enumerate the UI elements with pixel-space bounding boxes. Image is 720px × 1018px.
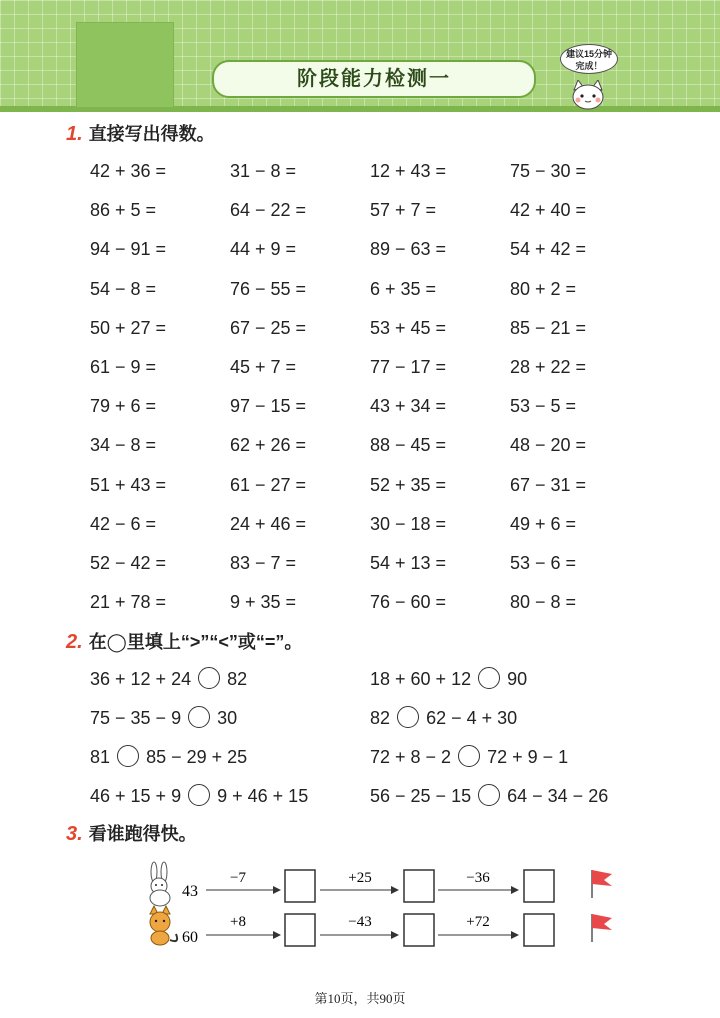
arithmetic-problem[interactable]: 76 − 60 = bbox=[370, 592, 447, 613]
arithmetic-problem[interactable]: 50 + 27 = bbox=[90, 317, 167, 338]
arithmetic-problem[interactable]: 88 − 45 = bbox=[370, 435, 447, 456]
comparison-right: 85 − 29 + 25 bbox=[146, 747, 248, 767]
section-1-number: 1. bbox=[66, 123, 83, 145]
section-2-title: 在◯里填上“>”“<”或“=”。 bbox=[88, 632, 303, 652]
arithmetic-problem[interactable]: 44 + 9 = bbox=[230, 239, 297, 260]
arithmetic-problem[interactable]: 43 + 34 = bbox=[370, 396, 447, 417]
arithmetic-problem[interactable]: 53 + 45 = bbox=[370, 317, 447, 338]
arithmetic-problem[interactable]: 9 + 35 = bbox=[230, 592, 297, 613]
comparison-right: 82 bbox=[227, 669, 248, 689]
arithmetic-problem[interactable]: 54 − 8 = bbox=[90, 278, 157, 299]
rabbit-op-3: −36 bbox=[466, 870, 490, 886]
cat-op-2: −43 bbox=[348, 914, 372, 930]
cat-op-1: +8 bbox=[230, 914, 246, 930]
comparison-left: 18 + 60 + 12 bbox=[370, 669, 472, 689]
arithmetic-problem[interactable]: 28 + 22 = bbox=[510, 356, 587, 377]
rabbit-op-1: −7 bbox=[230, 870, 246, 886]
arithmetic-problem[interactable]: 42 − 6 = bbox=[90, 513, 157, 534]
rabbit-answer-box-1[interactable] bbox=[285, 870, 315, 902]
comparison-left: 82 bbox=[370, 708, 391, 728]
rabbit-finish-flag-icon bbox=[592, 870, 612, 898]
section-2-number: 2. bbox=[66, 631, 83, 653]
arithmetic-problem[interactable]: 83 − 7 = bbox=[230, 552, 297, 573]
cat-answer-box-1[interactable] bbox=[285, 914, 315, 946]
arithmetic-problem[interactable]: 64 − 22 = bbox=[230, 200, 307, 221]
arithmetic-problem[interactable]: 61 − 27 = bbox=[230, 474, 307, 495]
comparison-left: 72 + 8 − 2 bbox=[370, 747, 452, 767]
arithmetic-problem[interactable]: 80 + 2 = bbox=[510, 278, 577, 299]
arithmetic-problem[interactable]: 86 + 5 = bbox=[90, 200, 157, 221]
arithmetic-problem[interactable]: 34 − 8 = bbox=[90, 435, 157, 456]
arithmetic-problem[interactable]: 42 + 40 = bbox=[510, 200, 587, 221]
time-hint-line1: 建议15分钟 bbox=[565, 49, 612, 59]
section-3-number: 3. bbox=[66, 823, 83, 845]
arithmetic-problem[interactable]: 97 − 15 = bbox=[230, 396, 307, 417]
arithmetic-problem[interactable]: 89 − 63 = bbox=[370, 239, 447, 260]
arithmetic-problem[interactable]: 85 − 21 = bbox=[510, 317, 587, 338]
comparison-left: 75 − 35 − 9 bbox=[90, 708, 182, 728]
cat-start-value: 60 bbox=[182, 929, 198, 946]
arithmetic-problem[interactable]: 30 − 18 = bbox=[370, 513, 447, 534]
arithmetic-problem[interactable]: 62 + 26 = bbox=[230, 435, 307, 456]
cat-finish-flag-icon bbox=[592, 914, 612, 942]
arithmetic-problem[interactable]: 12 + 43 = bbox=[370, 161, 447, 181]
arithmetic-problem[interactable]: 42 + 36 = bbox=[90, 161, 167, 181]
arithmetic-problem[interactable]: 45 + 7 = bbox=[230, 356, 297, 377]
arithmetic-problem[interactable]: 48 − 20 = bbox=[510, 435, 587, 456]
arithmetic-problem[interactable]: 24 + 46 = bbox=[230, 513, 307, 534]
arithmetic-problem[interactable]: 53 − 5 = bbox=[510, 396, 577, 417]
rabbit-answer-box-2[interactable] bbox=[404, 870, 434, 902]
arithmetic-problem[interactable]: 75 − 30 = bbox=[510, 161, 587, 181]
page-footer: 第10页，共90页 bbox=[314, 991, 406, 1006]
rabbit-op-2: +25 bbox=[348, 870, 372, 886]
time-hint-line2: 完成！ bbox=[575, 61, 603, 71]
arithmetic-problem[interactable]: 49 + 6 = bbox=[510, 513, 577, 534]
arithmetic-problem[interactable]: 54 + 42 = bbox=[510, 239, 587, 260]
comparison-right: 64 − 34 − 26 bbox=[507, 786, 609, 806]
comparison-right: 62 − 4 + 30 bbox=[426, 708, 518, 728]
cat-answer-box-2[interactable] bbox=[404, 914, 434, 946]
arithmetic-problem[interactable]: 79 + 6 = bbox=[90, 396, 157, 417]
arithmetic-problem[interactable]: 77 − 17 = bbox=[370, 356, 447, 377]
rabbit-start-value: 43 bbox=[182, 883, 198, 900]
comparison-right: 30 bbox=[217, 708, 238, 728]
arithmetic-problem[interactable]: 54 + 13 = bbox=[370, 552, 447, 573]
section-1-title: 直接写出得数。 bbox=[88, 124, 215, 144]
comparison-left: 56 − 25 − 15 bbox=[370, 786, 472, 806]
arithmetic-problem[interactable]: 6 + 35 = bbox=[370, 278, 437, 299]
arithmetic-problem[interactable]: 21 + 78 = bbox=[90, 592, 167, 613]
comparison-left: 46 + 15 + 9 bbox=[90, 786, 182, 806]
rabbit-answer-box-3[interactable] bbox=[524, 870, 554, 902]
arithmetic-problem[interactable]: 80 − 8 = bbox=[510, 592, 577, 613]
arithmetic-problem[interactable]: 53 − 6 = bbox=[510, 552, 577, 573]
cat-answer-box-3[interactable] bbox=[524, 914, 554, 946]
comparison-right: 90 bbox=[507, 669, 528, 689]
arithmetic-problem[interactable]: 52 + 35 = bbox=[370, 474, 447, 495]
arithmetic-problem[interactable]: 61 − 9 = bbox=[90, 356, 157, 377]
comparison-right: 72 + 9 − 1 bbox=[487, 747, 569, 767]
arithmetic-problem[interactable]: 67 − 25 = bbox=[230, 317, 307, 338]
comparison-left: 81 bbox=[90, 747, 111, 767]
arithmetic-problem[interactable]: 31 − 8 = bbox=[230, 161, 297, 181]
arithmetic-problem[interactable]: 57 + 7 = bbox=[370, 200, 437, 221]
arithmetic-problem[interactable]: 52 − 42 = bbox=[90, 552, 167, 573]
arithmetic-problem[interactable]: 76 − 55 = bbox=[230, 278, 307, 299]
comparison-right: 9 + 46 + 15 bbox=[217, 786, 309, 806]
comparison-left: 36 + 12 + 24 bbox=[90, 669, 192, 689]
arithmetic-problem[interactable]: 67 − 31 = bbox=[510, 474, 587, 495]
arithmetic-problem[interactable]: 94 − 91 = bbox=[90, 239, 167, 260]
arithmetic-problem[interactable]: 51 + 43 = bbox=[90, 474, 167, 495]
rabbit-icon bbox=[150, 862, 170, 906]
cat-runner-icon bbox=[150, 906, 177, 945]
page-title: 阶段能力检测一 bbox=[212, 60, 536, 98]
cat-op-3: +72 bbox=[466, 914, 490, 930]
section-3-title: 看谁跑得快。 bbox=[88, 824, 197, 844]
